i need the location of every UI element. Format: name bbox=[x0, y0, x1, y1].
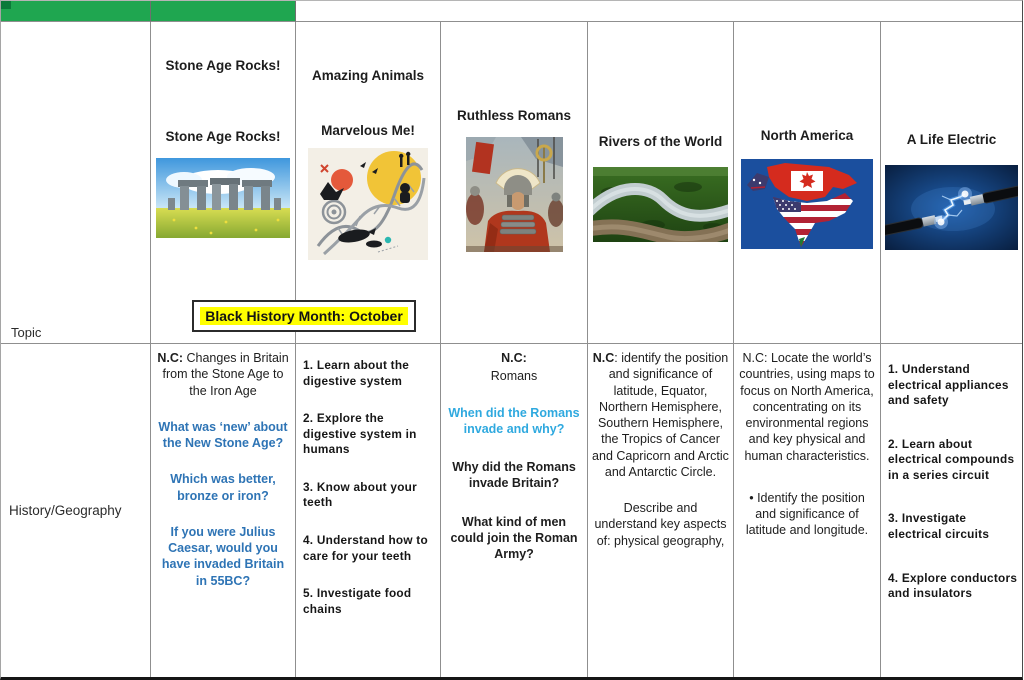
animals-text: 4. Understand how to care for your teeth bbox=[303, 532, 428, 563]
animals-text: 2. Explore the digestive system in humans bbox=[303, 411, 417, 457]
electric-text: 3. Investigate electrical circuits bbox=[888, 511, 990, 541]
north-america-text: N.C: Locate the world’s countries, using maps to focus on North America, concentrating on its environmental regions and key physical and human characteristics. bbox=[739, 351, 875, 463]
electric-image bbox=[885, 165, 1018, 250]
subject-label: History/Geography bbox=[9, 503, 122, 518]
rivers-text: N.C: identify the position and significance of latitude, Equator, Northern Hemisphere, Southern Hemisphere, the Tropics of Cancer and Capricorn and Arctic and Antarctic Circle. bbox=[592, 351, 729, 479]
topic-cell-stone-age bbox=[151, 22, 296, 344]
animals-text: 3. Know about your teeth bbox=[303, 479, 417, 510]
topic-title: Rivers of the World bbox=[598, 134, 723, 149]
romans-text: Romans bbox=[490, 369, 538, 384]
topic-cell-animals bbox=[296, 22, 441, 344]
topic-title: A Life Electric bbox=[906, 132, 997, 147]
green-header-cell-1 bbox=[1, 1, 151, 22]
topic-title: Ruthless Romans bbox=[456, 108, 572, 123]
header-strip-filler bbox=[296, 1, 1022, 22]
corner-accent bbox=[1, 1, 11, 9]
romans-text: What kind of men could join the Roman Army? bbox=[450, 514, 578, 561]
stonehenge-image bbox=[156, 158, 290, 238]
topic-row-label-cell bbox=[1, 22, 151, 344]
electric-text: 4. Explore conductors and insulators bbox=[888, 570, 1018, 601]
banner-label: Black History Month: October bbox=[200, 307, 408, 325]
content-cell-animals bbox=[296, 344, 441, 677]
stone-age-text: Which was better, bronze or iron? bbox=[170, 472, 276, 503]
content-cell-stone-age bbox=[151, 344, 296, 677]
content-cell-north-america bbox=[734, 344, 881, 677]
north-america-image bbox=[741, 159, 873, 249]
animals-text: 5. Investigate food chains bbox=[303, 586, 412, 616]
topic-cell-electric bbox=[881, 22, 1022, 344]
topic-cell-rivers bbox=[588, 22, 734, 344]
stone-age-text: N.C: Changes in Britain from the Stone Age to the Iron Age bbox=[157, 351, 289, 398]
north-america-text: • Identify the position and significance of latitude and longitude. bbox=[745, 490, 869, 538]
electric-text: 2. Learn about electrical compounds in a series circuit bbox=[888, 436, 1015, 482]
romans-text: Why did the Romans invade Britain? bbox=[452, 460, 576, 491]
river-image bbox=[593, 167, 728, 242]
romans-image bbox=[466, 137, 563, 252]
electric-text: 1. Understand electrical appliances and safety bbox=[888, 362, 1009, 408]
green-header-cell-2 bbox=[151, 1, 296, 22]
rivers-text: Describe and understand key aspects of: physical geography, bbox=[594, 501, 727, 548]
animals-text: 1. Learn about the digestive system bbox=[303, 358, 410, 388]
black-history-month-banner bbox=[192, 300, 416, 332]
topic-cell-north-america bbox=[734, 22, 881, 344]
topic-title: North America bbox=[760, 128, 854, 143]
romans-text: N.C: bbox=[501, 351, 527, 365]
table-grid bbox=[1, 1, 1022, 677]
topic-label: Topic bbox=[11, 325, 42, 340]
subject-row-label-cell bbox=[1, 344, 151, 677]
evolution-image bbox=[308, 148, 428, 260]
stone-age-text: What was ‘new’ about the New Stone Age? bbox=[158, 419, 288, 450]
topic-title: Marvelous Me! bbox=[321, 122, 415, 138]
stone-age-text: If you were Julius Caesar, would you have invaded Britain in 55BC? bbox=[161, 524, 285, 588]
topic-title: Stone Age Rocks! bbox=[165, 58, 281, 73]
topic-title: Amazing Animals bbox=[311, 68, 425, 83]
content-cell-electric bbox=[881, 344, 1022, 677]
topic-title: Stone Age Rocks! bbox=[165, 128, 281, 144]
topic-cell-romans bbox=[441, 22, 588, 344]
content-cell-romans bbox=[441, 344, 588, 677]
content-cell-rivers bbox=[588, 344, 734, 677]
romans-text: When did the Romans invade and why? bbox=[448, 405, 580, 436]
